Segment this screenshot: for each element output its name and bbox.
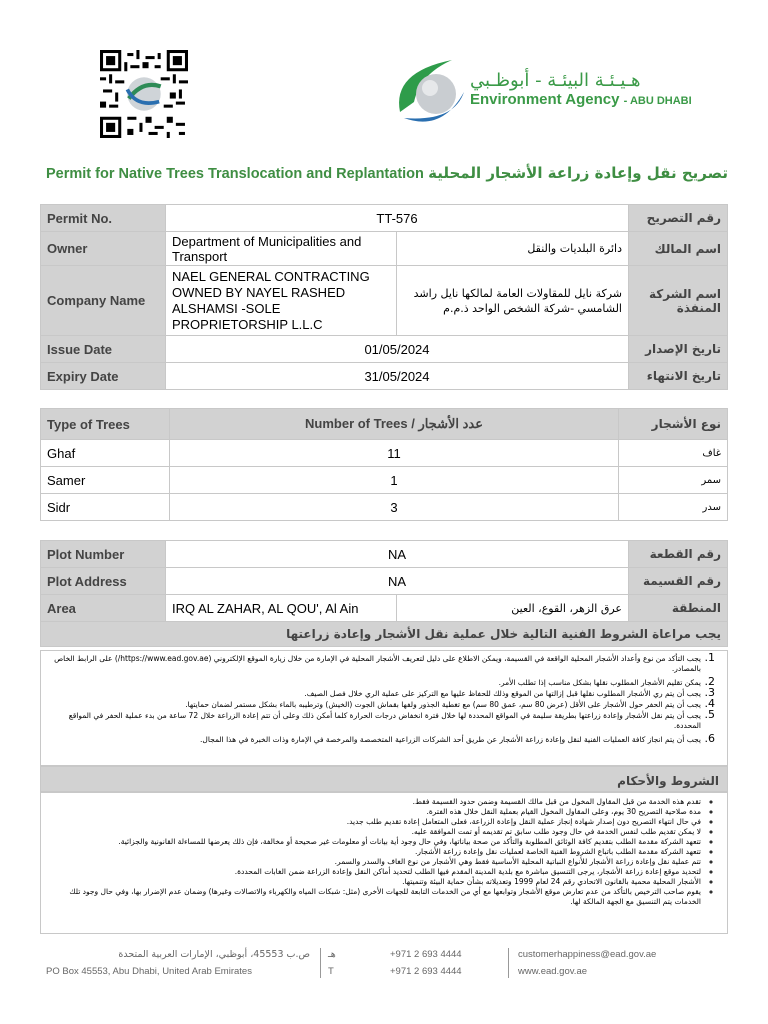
col-type-header: Type of Trees bbox=[41, 409, 170, 440]
expiry-date-label-ar: تاريخ الانتهاء bbox=[629, 363, 728, 390]
footer-address-en: PO Box 45553, Abu Dhabi, United Arab Emirates bbox=[46, 966, 252, 977]
tree-type-ar: سمر bbox=[619, 467, 728, 494]
area-value-en: IRQ AL ZAHAR, AL QOU', Al Ain bbox=[166, 595, 397, 622]
permit-no-label-ar: رقم التصريح bbox=[629, 205, 728, 232]
expiry-date-value: 31/05/2024 bbox=[166, 363, 629, 390]
footer-phone-2: +971 2 693 4444 bbox=[390, 966, 462, 977]
owner-value-en: Department of Municipalities and Transport bbox=[166, 232, 397, 266]
tree-type-en: Ghaf bbox=[41, 440, 170, 467]
plot-number-label: Plot Number bbox=[41, 541, 166, 568]
expiry-date-label: Expiry Date bbox=[41, 363, 166, 390]
list-item: ◦ تتم عملية نقل وإعادة زراعة الأشجار للأنواع النباتية المحلية الأساسية فقط وهي الأشجار من نوع الغاف والسدر والسمر. bbox=[49, 857, 701, 867]
tree-type-en: Sidr bbox=[41, 494, 170, 521]
owner-value-ar: دائرة البلديات والنقل bbox=[397, 232, 629, 266]
list-item: 5. يجب أن يتم نقل الأشجار وإعادة زراعتها بطريقة سليمة في المواقع المحددة لها خلال فترة انخفاض درجات الحرارة كلما أمكن ذلك وعلى أن تتم إعادة الزراعة خلال 72 ساعة من بدء عملية الحفر في المواقع المحددة. bbox=[49, 710, 701, 731]
issue-date-label-ar: تاريخ الإصدار bbox=[629, 336, 728, 363]
technical-conditions-list bbox=[40, 650, 728, 766]
logo-arabic-text: هـيـئـة البيئـة - أبوظـبي bbox=[470, 70, 641, 91]
company-value-en: NAEL GENERAL CONTRACTING OWNED BY NAYEL RASHED ALSHAMSI -SOLE PROPRIETORSHIP L.L.C bbox=[166, 266, 397, 336]
issue-date-label: Issue Date bbox=[41, 336, 166, 363]
permit-no-value: TT-576 bbox=[166, 205, 629, 232]
list-item: ◦ لتحديد موقع إعادة زراعة الأشجار، يرجى التنسيق مباشرة مع بلدية المدينة المقدم فيها الطلب لتحديد أماكن النقل وإعادة الزراعة ضمن الغابات المحددة. bbox=[49, 867, 701, 877]
plot-address-label-ar: رقم القسيمة bbox=[629, 568, 728, 595]
tree-count: 3 bbox=[170, 494, 619, 521]
list-item: 3. يجب أن يتم ري الأشجار المطلوب نقلها قبل إزالتها من الموقع وذلك للحفاظ عليها مع التركيز على عملية الري خلال فصل الصيف. bbox=[49, 688, 701, 699]
footer-website-link[interactable]: www.ead.gov.ae bbox=[518, 966, 588, 977]
logo-english-text: Environment Agency - ABU DHABI bbox=[470, 91, 692, 108]
company-value-ar: شركة نايل للمقاولات العامة لمالكها نايل راشد الشامسي -شركة الشخص الواحد ذ.م.م bbox=[397, 266, 629, 336]
plot-address-value: NA bbox=[166, 568, 629, 595]
footer-address-ar: ص.ب 45553، أبوظبي، الإمارات العربية المتحدة bbox=[118, 949, 310, 960]
permit-title-ar: تصريح نقل وإعادة زراعة الأشجار المحلية bbox=[428, 164, 728, 182]
tree-type-ar: سدر bbox=[619, 494, 728, 521]
footer-phone-labels bbox=[328, 946, 336, 980]
issue-date-value: 01/05/2024 bbox=[166, 336, 629, 363]
area-label-ar: المنطقة bbox=[629, 595, 728, 622]
list-item: ◦ لا يمكن تقديم طلب لنفس الخدمة في حال وجود طلب سابق تم تقديمه أو تمت الموافقة عليه. bbox=[49, 827, 701, 837]
terms-heading: الشروط والأحكام bbox=[40, 766, 728, 792]
list-item: ◦ الأشجار المحلية محمية بالقانون الاتحادي رقم 24 لعام 1999 وتعديلاته بشأن حماية البيئة وتنميتها. bbox=[49, 877, 701, 887]
list-item: 4. يجب أن يتم الحفر حول الأشجار على الأقل (عرض 80 سم، عمق 80 سم) مع تغطية الجذور ولفها بقماش الجوت (الخيش) وترطيبه بالماء بشكل مستمر لضمان حمايتها. bbox=[49, 699, 701, 710]
permit-details-table bbox=[40, 204, 728, 390]
technical-conditions-heading: يجب مراعاة الشروط الفنية التالية خلال عملية نقل الأشجار وإعادة زراعتها bbox=[41, 622, 728, 647]
table-row bbox=[41, 494, 728, 521]
plot-details-table bbox=[40, 540, 728, 647]
company-label-ar: اسم الشركة المنفذة bbox=[629, 266, 728, 336]
tree-count: 11 bbox=[170, 440, 619, 467]
trees-table bbox=[40, 408, 728, 521]
list-item: ◦ يقوم صاحب الترخيص بالتأكد من عدم تعارض موقع الأشجار وتوابعها مع أي من الخدمات التابعة للجهات الأخرى (مثل: شبكات المياه والكهرباء والاتصالات وغيرها) وضمان عدم الإضرار بها، وفي حال وجود تلك الخدمات يتم التنسيق مع الجهة المالكة لها. bbox=[49, 887, 701, 907]
list-item: 1. يجب التأكد من نوع وأعداد الأشجار المحلية الواقعة في القسيمة، ويمكن الاطلاع على دليل لتعريف الأشجار المحلية في الإمارة من خلال زيارة الموقع الإلكتروني (https://www.ead.gov.ae/) على الرابط الخاص بالمصادر. bbox=[49, 653, 701, 674]
permit-no-label: Permit No. bbox=[41, 205, 166, 232]
list-item: ◦ تتعهد الشركة مقدمة الطلب باتباع الشروط الفنية الخاصة لعمليات نقل وإعادة زراعة الأشجار. bbox=[49, 847, 701, 857]
footer-phones bbox=[390, 946, 462, 980]
footer-contact bbox=[518, 946, 656, 980]
footer-address bbox=[46, 946, 310, 980]
phone-label-ar: هـ bbox=[328, 949, 336, 960]
list-item: ◦ مدة صلاحية التصريح 30 يوم، وعلى المقاول المخول القيام بعملية النقل خلال هذه الفترة. bbox=[49, 807, 701, 817]
list-item: ◦ تقدم هذه الخدمة من قبل المقاول المخول من قبل مالك القسيمة وضمن حدود القسيمة فقط. bbox=[49, 797, 701, 807]
list-item: 2. يمكن تقليم الأشجار المطلوب نقلها بشكل مناسب إذا تطلب الأمر. bbox=[49, 677, 701, 688]
list-item: 6. يجب أن يتم انجاز كافة العمليات الفنية لنقل وإعادة زراعة الأشجار عن طريق أحد الشركات الزراعية المتخصصة والمرخصة في الإمارة وذات الخبرة في هذا المجال. bbox=[49, 734, 701, 745]
list-item: ◦ في حال انتهاء التصريح دون إصدار شهادة إنجاز عملية النقل وإعادة الزراعة، فعلى المتعامل إعادة تقديم طلب جديد. bbox=[49, 817, 701, 827]
phone-label-en: T bbox=[328, 966, 334, 977]
terms-list bbox=[40, 792, 728, 934]
plot-number-label-ar: رقم القطعة bbox=[629, 541, 728, 568]
plot-number-value: NA bbox=[166, 541, 629, 568]
footer-email-link[interactable]: customerhappiness@ead.gov.ae bbox=[518, 949, 657, 960]
permit-title-en: Permit for Native Trees Translocation and Replantation bbox=[46, 166, 424, 182]
tree-type-ar: غاف bbox=[619, 440, 728, 467]
table-row bbox=[41, 467, 728, 494]
col-number-header: Number of Trees / عدد الأشجار bbox=[170, 409, 619, 440]
tree-count: 1 bbox=[170, 467, 619, 494]
col-type-header-ar: نوع الأشجار bbox=[619, 409, 728, 440]
area-label: Area bbox=[41, 595, 166, 622]
tree-type-en: Samer bbox=[41, 467, 170, 494]
owner-label-ar: اسم المالك bbox=[629, 232, 728, 266]
area-value-ar: عرق الزهر، القوع، العين bbox=[397, 595, 629, 622]
footer-phone-1: +971 2 693 4444 bbox=[390, 949, 462, 960]
owner-label: Owner bbox=[41, 232, 166, 266]
list-item: ◦ تتعهد الشركة مقدمة الطلب بتقديم كافة الوثائق المطلوبة والتأكد من صحة بياناتها، وفي حال وجود أية بيانات أو معلومات غير صحيحة أو مخالفة، فإن ذلك يعرضها للمساءلة القانونية والجزائية. bbox=[49, 837, 701, 847]
plot-address-label: Plot Address bbox=[41, 568, 166, 595]
company-label: Company Name bbox=[41, 266, 166, 336]
table-row bbox=[41, 440, 728, 467]
qr-code-icon bbox=[100, 50, 188, 138]
